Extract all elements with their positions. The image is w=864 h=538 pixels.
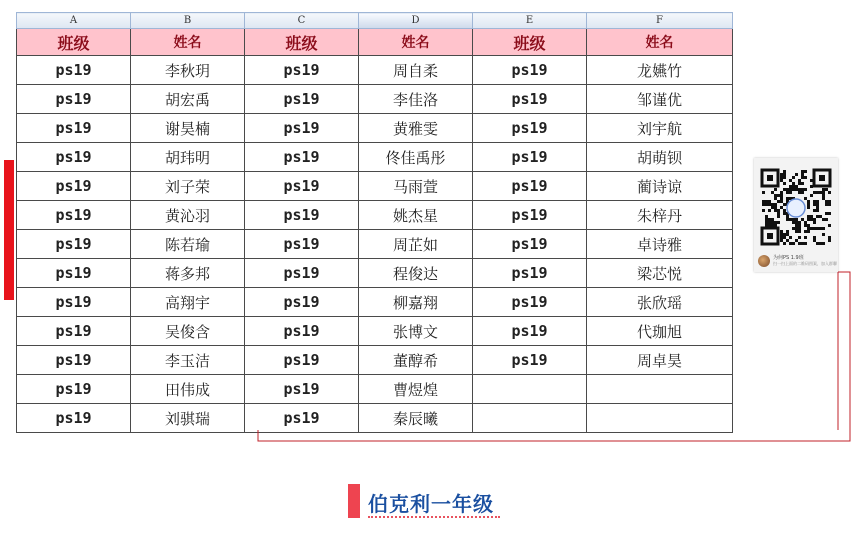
class-cell[interactable]: ps19: [473, 143, 587, 172]
name-cell[interactable]: 秦辰曦: [359, 404, 473, 433]
class-cell[interactable]: ps19: [245, 230, 359, 259]
name-cell[interactable]: 胡宏禹: [131, 85, 245, 114]
footer-accent-bar: [348, 484, 360, 518]
name-cell[interactable]: 朱梓丹: [587, 201, 733, 230]
name-cell[interactable]: 周芷如: [359, 230, 473, 259]
class-cell[interactable]: ps19: [245, 114, 359, 143]
name-cell[interactable]: 梁芯悦: [587, 259, 733, 288]
name-cell[interactable]: 刘子荣: [131, 172, 245, 201]
name-cell[interactable]: 李玉洁: [131, 346, 245, 375]
name-cell[interactable]: 董醇希: [359, 346, 473, 375]
header-name-cell[interactable]: 姓名: [587, 29, 733, 56]
avatar: [758, 255, 770, 267]
header-name-cell[interactable]: 姓名: [131, 29, 245, 56]
class-cell[interactable]: ps19: [17, 404, 131, 433]
class-cell[interactable]: ps19: [17, 288, 131, 317]
name-cell[interactable]: 蒋多邦: [131, 259, 245, 288]
class-cell[interactable]: ps19: [473, 346, 587, 375]
name-cell[interactable]: 谢昊楠: [131, 114, 245, 143]
class-cell[interactable]: ps19: [473, 317, 587, 346]
name-cell[interactable]: 卓诗雅: [587, 230, 733, 259]
name-cell[interactable]: 胡萌钡: [587, 143, 733, 172]
class-cell[interactable]: ps19: [473, 201, 587, 230]
header-class-cell[interactable]: 班级: [473, 29, 587, 56]
class-cell[interactable]: ps19: [17, 317, 131, 346]
name-cell[interactable]: 蔺诗谅: [587, 172, 733, 201]
name-cell[interactable]: 陈若瑜: [131, 230, 245, 259]
class-cell[interactable]: ps19: [473, 56, 587, 85]
class-cell[interactable]: ps19: [17, 259, 131, 288]
column-header-e[interactable]: E: [473, 13, 587, 29]
name-cell[interactable]: 邹谨优: [587, 85, 733, 114]
name-cell[interactable]: 胡玮明: [131, 143, 245, 172]
class-cell[interactable]: ps19: [245, 259, 359, 288]
class-cell[interactable]: ps19: [17, 346, 131, 375]
class-cell[interactable]: ps19: [17, 201, 131, 230]
class-cell[interactable]: ps19: [17, 375, 131, 404]
column-header-d[interactable]: D: [359, 13, 473, 29]
qr-footer: [758, 254, 836, 270]
name-cell[interactable]: 曹煜煌: [359, 375, 473, 404]
name-cell[interactable]: 张欣瑶: [587, 288, 733, 317]
column-header-b[interactable]: B: [131, 13, 245, 29]
name-cell[interactable]: 张博文: [359, 317, 473, 346]
qr-card[interactable]: [754, 158, 838, 272]
column-header-f[interactable]: F: [587, 13, 733, 29]
class-cell[interactable]: ps19: [473, 172, 587, 201]
class-cell[interactable]: ps19: [473, 230, 587, 259]
class-cell[interactable]: ps19: [245, 143, 359, 172]
class-cell[interactable]: ps19: [245, 346, 359, 375]
name-cell[interactable]: 黄雅雯: [359, 114, 473, 143]
name-cell[interactable]: 佟佳禹彤: [359, 143, 473, 172]
name-cell[interactable]: 刘骐瑞: [131, 404, 245, 433]
name-cell[interactable]: 马雨萱: [359, 172, 473, 201]
class-cell[interactable]: ps19: [17, 85, 131, 114]
name-cell[interactable]: 姚杰星: [359, 201, 473, 230]
name-cell[interactable]: 周自柔: [359, 56, 473, 85]
class-cell[interactable]: ps19: [245, 85, 359, 114]
name-cell[interactable]: 程俊达: [359, 259, 473, 288]
name-cell[interactable]: 柳嘉翔: [359, 288, 473, 317]
header-class-cell[interactable]: 班级: [17, 29, 131, 56]
class-cell[interactable]: ps19: [473, 259, 587, 288]
name-cell[interactable]: 黄沁羽: [131, 201, 245, 230]
footer-title: 伯克利一年级: [368, 492, 494, 516]
class-cell[interactable]: ps19: [17, 230, 131, 259]
name-cell[interactable]: 李秋玥: [131, 56, 245, 85]
class-cell[interactable]: ps19: [245, 404, 359, 433]
class-cell[interactable]: ps19: [17, 172, 131, 201]
footer-underline: [368, 516, 500, 518]
class-cell[interactable]: ps19: [245, 375, 359, 404]
class-cell[interactable]: ps19: [17, 114, 131, 143]
qr-subtitle: 扫一扫上面的二维码图案，加入群聊: [773, 261, 837, 266]
name-cell[interactable]: 高翔宇: [131, 288, 245, 317]
class-cell[interactable]: ps19: [473, 85, 587, 114]
class-cell[interactable]: ps19: [17, 56, 131, 85]
name-cell[interactable]: 龙嬿竹: [587, 56, 733, 85]
name-cell[interactable]: 刘宇航: [587, 114, 733, 143]
header-class-cell[interactable]: 班级: [245, 29, 359, 56]
class-cell[interactable]: ps19: [473, 288, 587, 317]
name-cell[interactable]: 李佳洛: [359, 85, 473, 114]
name-cell[interactable]: 吴俊含: [131, 317, 245, 346]
class-cell[interactable]: ps19: [245, 288, 359, 317]
name-cell[interactable]: 田伟成: [131, 375, 245, 404]
class-cell[interactable]: ps19: [473, 114, 587, 143]
class-cell[interactable]: ps19: [17, 143, 131, 172]
class-cell[interactable]: ps19: [245, 56, 359, 85]
class-cell[interactable]: ps19: [245, 317, 359, 346]
name-cell[interactable]: 周卓昊: [587, 346, 733, 375]
qr-name: 为何PS 1.9班: [773, 255, 804, 261]
column-header-a[interactable]: A: [17, 13, 131, 29]
name-cell[interactable]: 代珈旭: [587, 317, 733, 346]
class-cell[interactable]: ps19: [245, 201, 359, 230]
class-cell[interactable]: ps19: [245, 172, 359, 201]
qr-code-icon: [760, 166, 832, 246]
header-name-cell[interactable]: 姓名: [359, 29, 473, 56]
column-header-c[interactable]: C: [245, 13, 359, 29]
